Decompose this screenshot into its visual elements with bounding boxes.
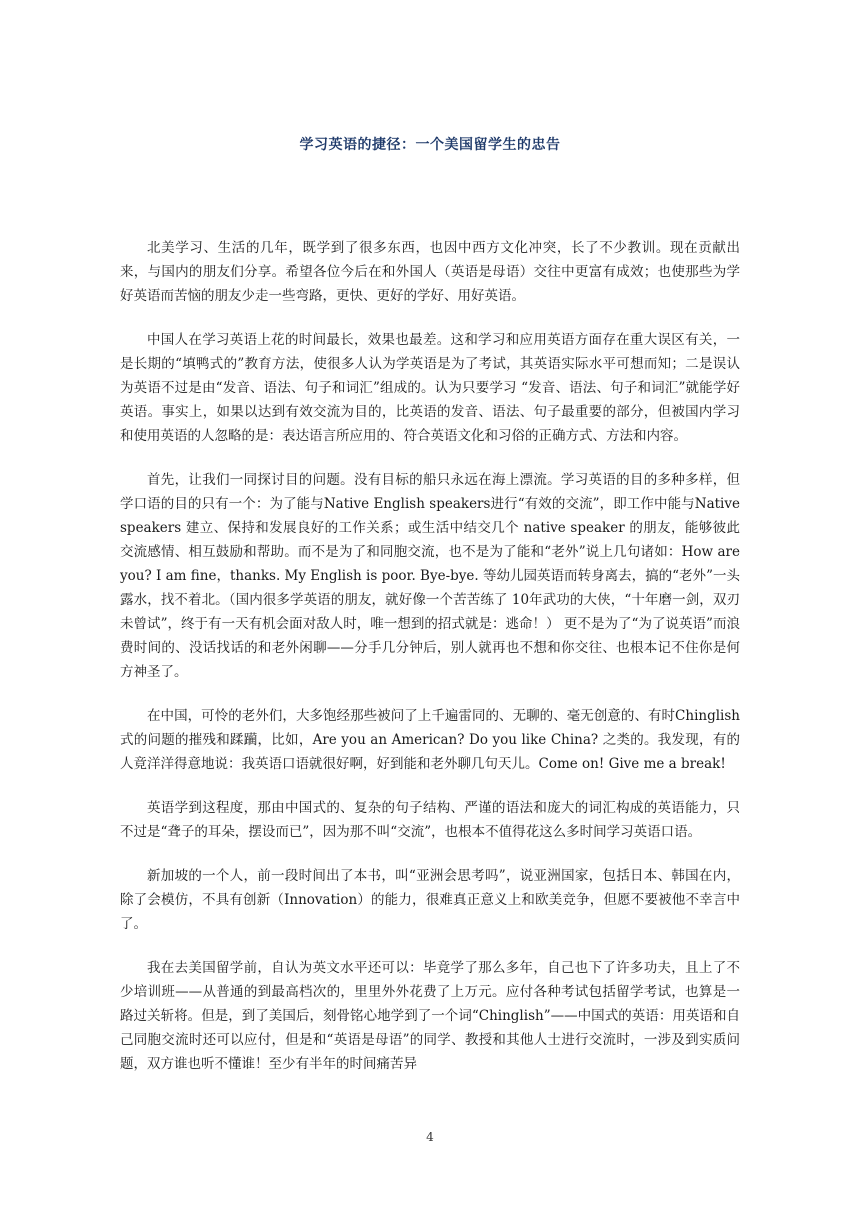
paragraph: 北美学习、生活的几年，既学到了很多东西，也因中西方文化冲突，长了不少教训。现在贡献出来，与国内的朋友们分享。希望各位今后在和外国人（英语是母语）交往中更富有成效；也使那些为学好英语而苦恼的朋友少走一些弯路，更快、更好的学好、用好英语。 [120, 240, 740, 304]
paragraph: 我在去美国留学前，自认为英文水平还可以：毕竟学了那么多年，自己也下了许多功夫，且上了不少培训班——从普通的到最高档次的，里里外外花费了上万元。应付各种考试包括留学考试，也算是一路过关斩将。但是，到了美国后，刻骨铭心地学到了一个词“Chinglish”——中国式的英语：用英语和自己同胞交流时还可以应付，但是和“英语是母语”的同学、教授和其他人士进行交流时，一涉及到实质问题，双方谁也听不懂谁！至少有半年的时间痛苦异 [120, 960, 740, 1072]
paragraph: 在中国，可怜的老外们，大多饱经那些被问了上千遍雷同的、无聊的、毫无创意的、有时Chinglish 式的问题的摧残和蹂躏，比如，Are you an American? Do you like China? 之类的。我发现，有的人竟洋洋得意地说：我英语口语就很好啊，好到能和老外聊几句天儿。Come on! Give me a break! [120, 708, 740, 772]
paragraph: 新加坡的一个人，前一段时间出了本书，叫“亚洲会思考吗”，说亚洲国家，包括日本、韩国在内，除了会模仿，不具有创新（Innovation）的能力，很难真正意义上和欧美竞争，但愿不要被他不幸言中了。 [120, 868, 740, 932]
page-number: 4 [426, 1130, 434, 1144]
document-body [120, 236, 740, 1096]
paragraph: 英语学到这程度，那由中国式的、复杂的句子结构、严谨的语法和庞大的词汇构成的英语能力，只不过是“聋子的耳朵，摆设而已”，因为那不叫“交流”，也根本不值得花这么多时间学习英语口语。 [120, 800, 740, 840]
paragraph: 首先，让我们一同探讨目的问题。没有目标的船只永远在海上漂流。学习英语的目的多种多样，但学口语的目的只有一个：为了能与Native English speakers进行“有效的交流”，即工作中能与Native speakers 建立、保持和发展良好的工作关系；或生活中结交几个 native speaker 的朋友，能够彼此交流感情、相互鼓励和帮助。而不是为了和同胞交流，也不是为了能和“老外”说上几句诸如：How are you? I am fine，thanks. My English is poor. Bye-bye. 等幼儿园英语而转身离去，搞的“老外”一头露水，找不着北。（国内很多学英语的朋友，就好像一个苦苦练了 10年武功的大侠，“十年磨一剑，双刃未曾试”，终于有一天有机会面对敌人时，唯一想到的招式就是：逃命！） 更不是为了“为了说英语”而浪费时间的、没话找话的和老外闲聊——分手几分钟后，别人就再也不想和你交往、也根本记不住你是何方神圣了。 [120, 472, 740, 680]
paragraph: 中国人在学习英语上花的时间最长，效果也最差。这和学习和应用英语方面存在重大误区有关，一是长期的“填鸭式的”教育方法，使很多人认为学英语是为了考试，其英语实际水平可想而知；二是误认为英语不过是由“发音、语法、句子和词汇”组成的。认为只要学习 “发音、语法、句子和词汇”就能学好英语。事实上，如果以达到有效交流为目的，比英语的发音、语法、句子最重要的部分，但被国内学习和使用英语的人忽略的是：表达语言所应用的、符合英语文化和习俗的正确方式、方法和内容。 [120, 332, 740, 444]
document-title: 学习英语的捷径：一个美国留学生的忠告 [299, 137, 561, 153]
